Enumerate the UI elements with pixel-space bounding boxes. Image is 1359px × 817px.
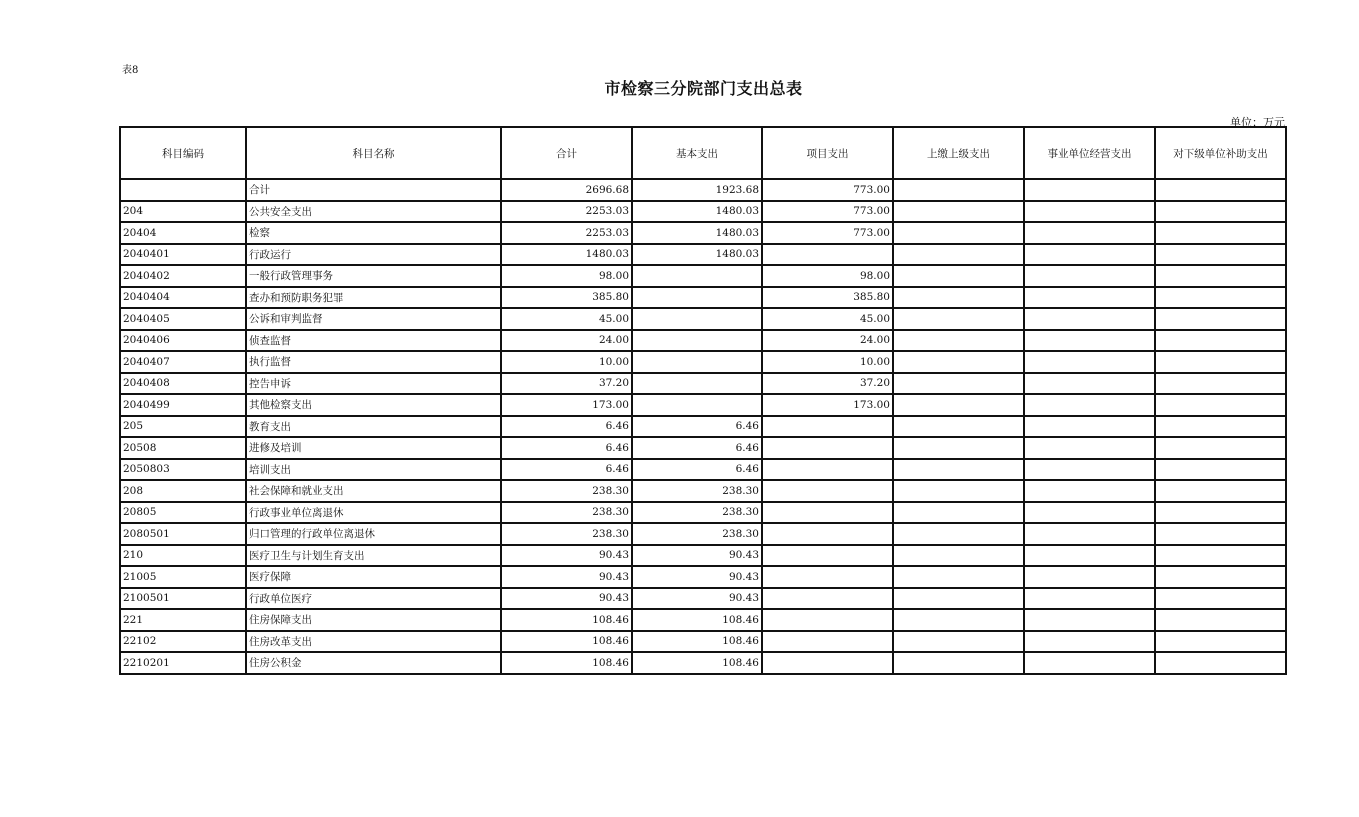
table-row — [120, 244, 1286, 266]
table-number-label: 表8 — [122, 65, 139, 76]
cell-subsidy — [1155, 480, 1286, 502]
cell-business — [1024, 480, 1155, 502]
cell-total: 385.80 — [501, 287, 632, 309]
cell-upper — [893, 179, 1024, 201]
cell-name: 侦查监督 — [246, 330, 501, 352]
cell-subsidy — [1155, 566, 1286, 588]
cell-upper — [893, 416, 1024, 438]
cell-business — [1024, 523, 1155, 545]
cell-project — [762, 523, 893, 545]
cell-subsidy — [1155, 265, 1286, 287]
cell-name: 教育支出 — [246, 416, 501, 438]
cell-project: 385.80 — [762, 287, 893, 309]
cell-total: 10.00 — [501, 351, 632, 373]
cell-basic — [632, 265, 762, 287]
cell-code: 2040408 — [120, 373, 246, 395]
cell-basic: 90.43 — [632, 566, 762, 588]
table-row — [120, 351, 1286, 373]
cell-business — [1024, 222, 1155, 244]
cell-upper — [893, 459, 1024, 481]
cell-total: 2253.03 — [501, 201, 632, 223]
cell-code: 2080501 — [120, 523, 246, 545]
table-row — [120, 394, 1286, 416]
cell-code: 2040499 — [120, 394, 246, 416]
cell-basic — [632, 373, 762, 395]
cell-total: 90.43 — [501, 545, 632, 567]
cell-upper — [893, 631, 1024, 653]
cell-code: 2040401 — [120, 244, 246, 266]
cell-project — [762, 459, 893, 481]
cell-business — [1024, 244, 1155, 266]
table-row — [120, 179, 1286, 201]
cell-subsidy — [1155, 502, 1286, 524]
header-business: 事业单位经营支出 — [1024, 127, 1155, 179]
cell-project — [762, 609, 893, 631]
cell-basic: 6.46 — [632, 437, 762, 459]
cell-project — [762, 631, 893, 653]
cell-business — [1024, 416, 1155, 438]
cell-total: 6.46 — [501, 437, 632, 459]
cell-basic: 90.43 — [632, 545, 762, 567]
cell-upper — [893, 222, 1024, 244]
table-row — [120, 545, 1286, 567]
cell-business — [1024, 566, 1155, 588]
cell-total: 1480.03 — [501, 244, 632, 266]
cell-code: 2100501 — [120, 588, 246, 610]
table-row — [120, 480, 1286, 502]
cell-code: 204 — [120, 201, 246, 223]
cell-name: 住房公积金 — [246, 652, 501, 674]
cell-basic: 108.46 — [632, 631, 762, 653]
cell-basic — [632, 394, 762, 416]
cell-business — [1024, 330, 1155, 352]
cell-upper — [893, 308, 1024, 330]
header-upper: 上缴上级支出 — [893, 127, 1024, 179]
cell-business — [1024, 652, 1155, 674]
cell-project: 98.00 — [762, 265, 893, 287]
cell-code: 221 — [120, 609, 246, 631]
cell-project — [762, 244, 893, 266]
cell-subsidy — [1155, 244, 1286, 266]
cell-project — [762, 437, 893, 459]
cell-code: 20404 — [120, 222, 246, 244]
expenditure-table — [119, 126, 1287, 675]
cell-business — [1024, 265, 1155, 287]
cell-subsidy — [1155, 179, 1286, 201]
cell-basic: 238.30 — [632, 502, 762, 524]
cell-code: 205 — [120, 416, 246, 438]
cell-name: 行政事业单位离退休 — [246, 502, 501, 524]
cell-name: 医疗保障 — [246, 566, 501, 588]
table-row — [120, 459, 1286, 481]
cell-upper — [893, 523, 1024, 545]
table-row — [120, 502, 1286, 524]
cell-project: 773.00 — [762, 222, 893, 244]
cell-business — [1024, 545, 1155, 567]
table-row — [120, 373, 1286, 395]
cell-total: 108.46 — [501, 631, 632, 653]
cell-subsidy — [1155, 437, 1286, 459]
cell-upper — [893, 437, 1024, 459]
cell-total: 98.00 — [501, 265, 632, 287]
cell-code: 208 — [120, 480, 246, 502]
cell-total: 238.30 — [501, 523, 632, 545]
table-row — [120, 265, 1286, 287]
cell-subsidy — [1155, 351, 1286, 373]
cell-total: 37.20 — [501, 373, 632, 395]
cell-upper — [893, 394, 1024, 416]
cell-project — [762, 502, 893, 524]
cell-project: 773.00 — [762, 179, 893, 201]
cell-business — [1024, 308, 1155, 330]
header-total: 合计 — [501, 127, 632, 179]
cell-code: 2050803 — [120, 459, 246, 481]
table-row — [120, 287, 1286, 309]
cell-subsidy — [1155, 588, 1286, 610]
cell-name: 公诉和审判监督 — [246, 308, 501, 330]
header-row — [120, 127, 1286, 179]
cell-business — [1024, 437, 1155, 459]
cell-upper — [893, 566, 1024, 588]
cell-business — [1024, 631, 1155, 653]
cell-code: 210 — [120, 545, 246, 567]
cell-basic: 90.43 — [632, 588, 762, 610]
cell-upper — [893, 330, 1024, 352]
cell-project: 45.00 — [762, 308, 893, 330]
cell-basic: 1923.68 — [632, 179, 762, 201]
cell-name: 住房改革支出 — [246, 631, 501, 653]
cell-subsidy — [1155, 609, 1286, 631]
cell-code: 20805 — [120, 502, 246, 524]
cell-basic: 238.30 — [632, 480, 762, 502]
cell-total: 173.00 — [501, 394, 632, 416]
cell-total: 90.43 — [501, 588, 632, 610]
cell-name: 住房保障支出 — [246, 609, 501, 631]
cell-subsidy — [1155, 523, 1286, 545]
cell-name: 社会保障和就业支出 — [246, 480, 501, 502]
table-row — [120, 631, 1286, 653]
table-row — [120, 652, 1286, 674]
cell-basic — [632, 351, 762, 373]
cell-subsidy — [1155, 652, 1286, 674]
table-row — [120, 201, 1286, 223]
cell-basic — [632, 308, 762, 330]
cell-project — [762, 566, 893, 588]
cell-business — [1024, 394, 1155, 416]
cell-total: 6.46 — [501, 416, 632, 438]
cell-name: 查办和预防职务犯罪 — [246, 287, 501, 309]
cell-business — [1024, 179, 1155, 201]
cell-basic: 108.46 — [632, 609, 762, 631]
header-project: 项目支出 — [762, 127, 893, 179]
table-row — [120, 330, 1286, 352]
cell-name: 其他检察支出 — [246, 394, 501, 416]
cell-name: 公共安全支出 — [246, 201, 501, 223]
cell-code: 2040406 — [120, 330, 246, 352]
cell-basic: 6.46 — [632, 459, 762, 481]
cell-name: 医疗卫生与计划生育支出 — [246, 545, 501, 567]
cell-code: 2040405 — [120, 308, 246, 330]
cell-name: 培训支出 — [246, 459, 501, 481]
cell-name: 归口管理的行政单位离退休 — [246, 523, 501, 545]
cell-basic — [632, 287, 762, 309]
cell-upper — [893, 652, 1024, 674]
cell-basic: 1480.03 — [632, 222, 762, 244]
cell-code: 2210201 — [120, 652, 246, 674]
cell-total: 108.46 — [501, 609, 632, 631]
cell-name: 检察 — [246, 222, 501, 244]
cell-project — [762, 416, 893, 438]
table-row — [120, 222, 1286, 244]
cell-business — [1024, 609, 1155, 631]
cell-business — [1024, 459, 1155, 481]
cell-upper — [893, 201, 1024, 223]
cell-subsidy — [1155, 394, 1286, 416]
page-title: 市检察三分院部门支出总表 — [604, 79, 803, 98]
cell-subsidy — [1155, 373, 1286, 395]
cell-upper — [893, 265, 1024, 287]
cell-code: 2040404 — [120, 287, 246, 309]
cell-upper — [893, 351, 1024, 373]
cell-total: 45.00 — [501, 308, 632, 330]
header-basic: 基本支出 — [632, 127, 762, 179]
cell-subsidy — [1155, 287, 1286, 309]
cell-code: 20508 — [120, 437, 246, 459]
cell-subsidy — [1155, 545, 1286, 567]
cell-basic: 1480.03 — [632, 244, 762, 266]
table-row — [120, 308, 1286, 330]
cell-business — [1024, 201, 1155, 223]
cell-project — [762, 545, 893, 567]
cell-upper — [893, 373, 1024, 395]
cell-code: 21005 — [120, 566, 246, 588]
table-row — [120, 609, 1286, 631]
cell-total: 6.46 — [501, 459, 632, 481]
cell-name: 行政单位医疗 — [246, 588, 501, 610]
cell-code: 2040407 — [120, 351, 246, 373]
cell-business — [1024, 588, 1155, 610]
table-body — [120, 179, 1286, 674]
unit-label: 单位：万元 — [1230, 116, 1285, 129]
cell-upper — [893, 244, 1024, 266]
cell-total: 238.30 — [501, 502, 632, 524]
cell-upper — [893, 609, 1024, 631]
cell-project: 10.00 — [762, 351, 893, 373]
cell-name: 控告申诉 — [246, 373, 501, 395]
cell-subsidy — [1155, 222, 1286, 244]
cell-business — [1024, 373, 1155, 395]
cell-name: 一般行政管理事务 — [246, 265, 501, 287]
cell-total: 90.43 — [501, 566, 632, 588]
cell-basic: 6.46 — [632, 416, 762, 438]
cell-project: 773.00 — [762, 201, 893, 223]
table-row — [120, 588, 1286, 610]
cell-subsidy — [1155, 201, 1286, 223]
cell-business — [1024, 351, 1155, 373]
cell-project: 173.00 — [762, 394, 893, 416]
cell-name: 合计 — [246, 179, 501, 201]
cell-project: 37.20 — [762, 373, 893, 395]
cell-project — [762, 588, 893, 610]
cell-code: 2040402 — [120, 265, 246, 287]
cell-total: 238.30 — [501, 480, 632, 502]
cell-subsidy — [1155, 459, 1286, 481]
cell-basic: 108.46 — [632, 652, 762, 674]
cell-subsidy — [1155, 416, 1286, 438]
header-subsidy: 对下级单位补助支出 — [1155, 127, 1286, 179]
cell-upper — [893, 545, 1024, 567]
cell-basic — [632, 330, 762, 352]
cell-name: 进修及培训 — [246, 437, 501, 459]
cell-total: 2253.03 — [501, 222, 632, 244]
cell-project — [762, 480, 893, 502]
header-code: 科目编码 — [120, 127, 246, 179]
cell-basic: 238.30 — [632, 523, 762, 545]
cell-upper — [893, 287, 1024, 309]
cell-total: 24.00 — [501, 330, 632, 352]
cell-subsidy — [1155, 631, 1286, 653]
cell-project — [762, 652, 893, 674]
cell-code — [120, 179, 246, 201]
cell-upper — [893, 480, 1024, 502]
cell-business — [1024, 502, 1155, 524]
cell-subsidy — [1155, 308, 1286, 330]
table-row — [120, 416, 1286, 438]
cell-business — [1024, 287, 1155, 309]
cell-name: 行政运行 — [246, 244, 501, 266]
cell-project: 24.00 — [762, 330, 893, 352]
table-row — [120, 566, 1286, 588]
cell-total: 108.46 — [501, 652, 632, 674]
cell-subsidy — [1155, 330, 1286, 352]
cell-upper — [893, 588, 1024, 610]
cell-code: 22102 — [120, 631, 246, 653]
table-row — [120, 523, 1286, 545]
header-name: 科目名称 — [246, 127, 501, 179]
cell-total: 2696.68 — [501, 179, 632, 201]
table-row — [120, 437, 1286, 459]
cell-name: 执行监督 — [246, 351, 501, 373]
cell-upper — [893, 502, 1024, 524]
cell-basic: 1480.03 — [632, 201, 762, 223]
